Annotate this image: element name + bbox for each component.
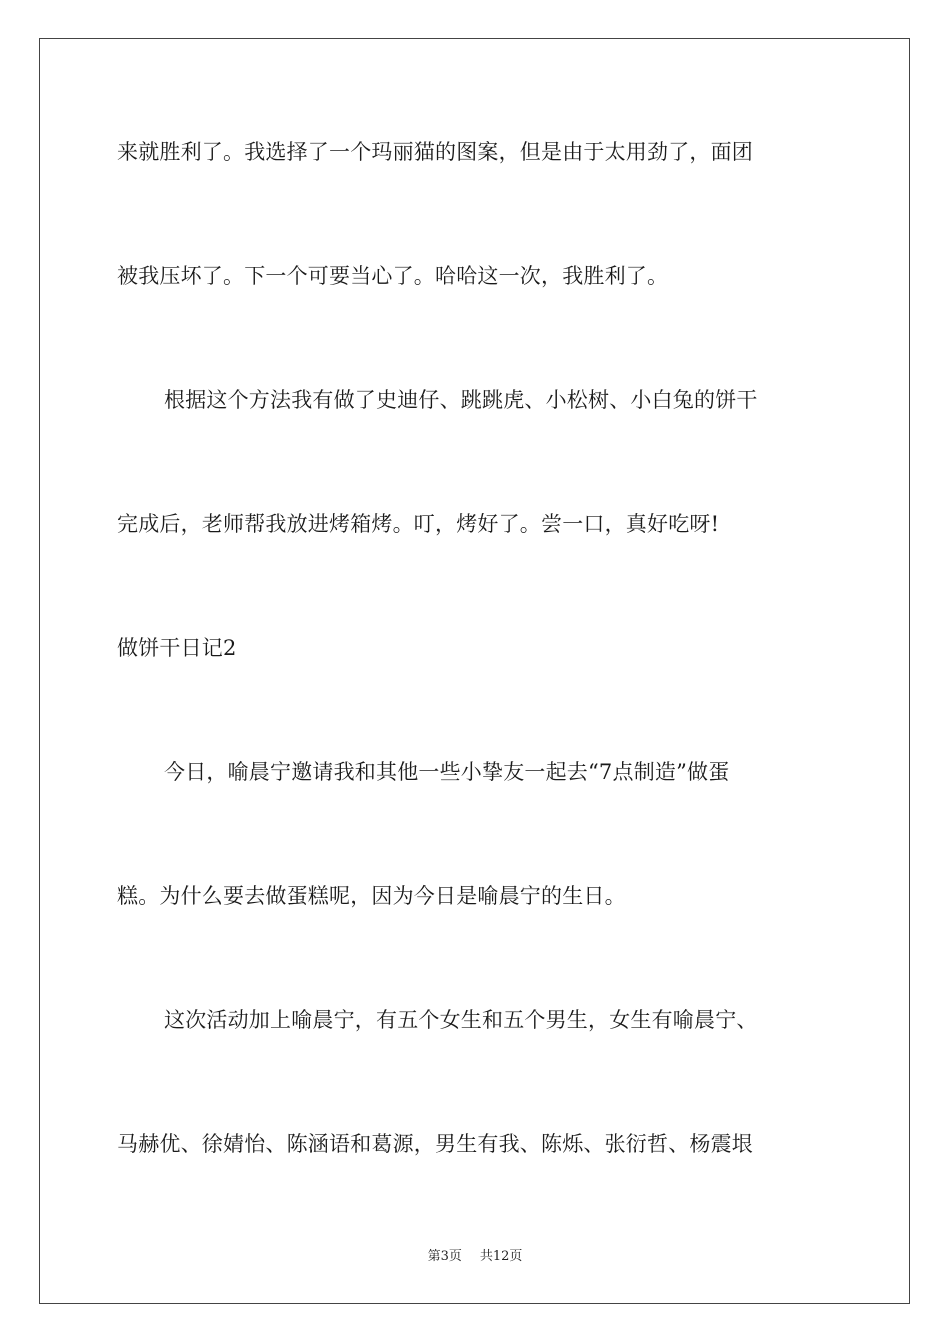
body-line-7: 糕。为什么要去做蛋糕呢，因为今日是喻晨宁的生日。 bbox=[117, 884, 626, 908]
page-number: 第3页 bbox=[427, 1249, 462, 1264]
section-heading: 做饼干日记2 bbox=[117, 636, 237, 660]
page-border bbox=[39, 38, 910, 1304]
body-line-3: 根据这个方法我有做了史迪仔、跳跳虎、小松树、小白兔的饼干 bbox=[164, 388, 758, 412]
body-line-6: 今日，喻晨宁邀请我和其他一些小挚友一起去“7点制造”做蛋 bbox=[164, 760, 730, 784]
page-total: 共12页 bbox=[479, 1249, 523, 1264]
body-line-2: 被我压坏了。下一个可要当心了。哈哈这一次，我胜利了。 bbox=[117, 264, 669, 288]
body-line-8: 这次活动加上喻晨宁，有五个女生和五个男生，女生有喻晨宁、 bbox=[164, 1008, 758, 1032]
body-line-1: 来就胜利了。我选择了一个玛丽猫的图案，但是由于太用劲了，面团 bbox=[117, 140, 753, 164]
page-footer bbox=[0, 1248, 950, 1266]
body-line-4: 完成后，老师帮我放进烤箱烤。叮，烤好了。尝一口，真好吃呀! bbox=[117, 512, 720, 536]
body-line-9: 马赫优、徐婧怡、陈涵语和葛源，男生有我、陈烁、张衍哲、杨震垠 bbox=[117, 1132, 753, 1156]
